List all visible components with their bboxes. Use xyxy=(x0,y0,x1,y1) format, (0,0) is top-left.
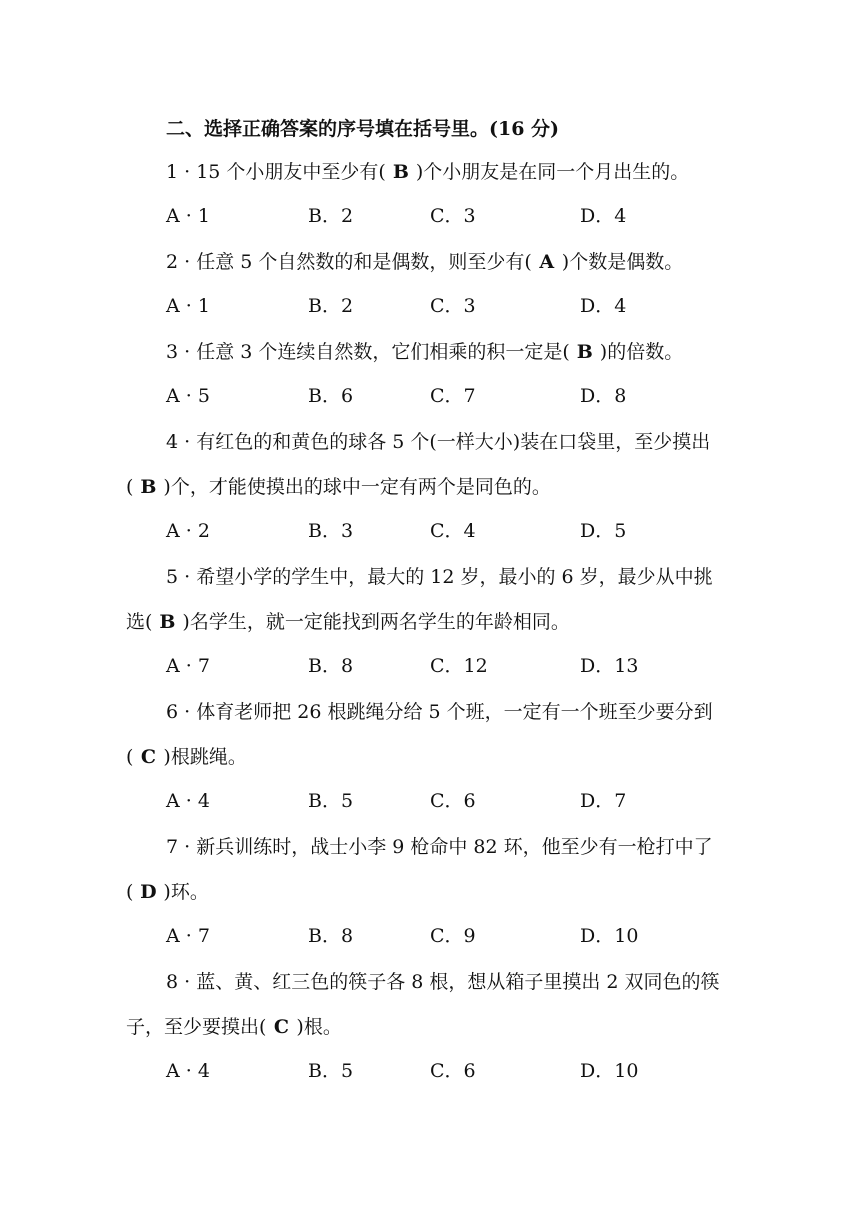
stem-text: 2 · 任意 5 个自然数的和是偶数，则至少有( xyxy=(166,251,532,273)
answer-option: C．6 xyxy=(430,1060,476,1082)
answer-letter: A xyxy=(539,251,555,273)
stem-text: )个，才能使摸出的球中一定有两个是同色的。 xyxy=(163,476,551,498)
question-stem-line xyxy=(126,1013,342,1041)
answer-option: B．2 xyxy=(308,295,354,317)
answer-letter: B xyxy=(576,341,593,363)
answer-option: A · 7 xyxy=(166,655,210,677)
answer-option: D．4 xyxy=(580,205,627,227)
question-stem-line xyxy=(166,563,713,591)
stem-text: )个小朋友是在同一个月出生的。 xyxy=(415,161,690,183)
question-stem-line xyxy=(166,338,683,366)
stem-text: )根。 xyxy=(296,1016,342,1038)
stem-text: ( xyxy=(126,746,134,768)
answer-option: D．5 xyxy=(580,520,627,542)
answer-letter: B xyxy=(159,611,176,633)
stem-text: )的倍数。 xyxy=(599,341,684,363)
stem-text: )环。 xyxy=(163,881,209,903)
stem-text: 7 · 新兵训练时，战士小李 9 枪命中 82 环，他至少有一枪打中了 xyxy=(166,836,713,858)
stem-text: 子，至少要摸出( xyxy=(126,1016,267,1038)
answer-option: C．12 xyxy=(430,655,488,677)
stem-text: )根跳绳。 xyxy=(163,746,247,768)
stem-text: )个数是偶数。 xyxy=(561,251,684,273)
stem-text: )名学生，就一定能找到两名学生的年龄相同。 xyxy=(182,611,570,633)
answer-option: B．2 xyxy=(308,205,354,227)
stem-text: 6 · 体育老师把 26 根跳绳分给 5 个班，一定有一个班至少要分到 xyxy=(166,701,713,723)
answer-option: A · 7 xyxy=(166,925,210,947)
answer-option: C．9 xyxy=(430,925,476,947)
answer-option: C．7 xyxy=(430,385,476,407)
stem-text: 选( xyxy=(126,611,153,633)
answer-option: A · 5 xyxy=(166,385,210,407)
answer-option: D．8 xyxy=(580,385,627,407)
answer-option: C．6 xyxy=(430,790,476,812)
answer-option: B．5 xyxy=(308,1060,354,1082)
answer-option: C．3 xyxy=(430,205,476,227)
answer-option: D．4 xyxy=(580,295,627,317)
question-stem-line xyxy=(166,968,720,996)
answer-option: D．10 xyxy=(580,925,639,947)
answer-letter: C xyxy=(273,1016,289,1038)
answer-option: A · 2 xyxy=(166,520,210,542)
answer-letter: B xyxy=(140,476,157,498)
question-stem-line xyxy=(126,743,247,771)
answer-option: D．7 xyxy=(580,790,627,812)
question-stem-line xyxy=(166,428,710,456)
answer-option: B．6 xyxy=(308,385,354,407)
answer-option: C．4 xyxy=(430,520,476,542)
question-stem-line xyxy=(166,698,713,726)
stem-text: 8 · 蓝、黄、红三色的筷子各 8 根，想从箱子里摸出 2 双同色的筷 xyxy=(166,971,720,993)
answer-option: B．5 xyxy=(308,790,354,812)
stem-text: ( xyxy=(126,881,134,903)
answer-option: D．10 xyxy=(580,1060,639,1082)
stem-text: 5 · 希望小学的学生中，最大的 12 岁，最小的 6 岁，最少从中挑 xyxy=(166,566,713,588)
answer-letter: D xyxy=(140,881,157,903)
stem-text: 1 · 15 个小朋友中至少有( xyxy=(166,161,386,183)
answer-option: B．8 xyxy=(308,925,354,947)
question-stem-line xyxy=(166,158,689,186)
question-stem-line xyxy=(166,248,683,276)
answer-letter: B xyxy=(392,161,409,183)
answer-option: D．13 xyxy=(580,655,639,677)
stem-text: 4 · 有红色的和黄色的球各 5 个(一样大小)装在口袋里，至少摸出 xyxy=(166,431,711,453)
section-title: 二、选择正确答案的序号填在括号里。(16 分) xyxy=(166,118,560,140)
answer-option: A · 4 xyxy=(166,1060,210,1082)
stem-text: ( xyxy=(126,476,134,498)
question-stem-line xyxy=(166,833,713,861)
answer-option: A · 1 xyxy=(166,295,210,317)
answer-option: A · 4 xyxy=(166,790,210,812)
question-stem-line xyxy=(126,608,570,636)
answer-option: B．3 xyxy=(308,520,354,542)
question-stem-line xyxy=(126,473,551,501)
answer-option: C．3 xyxy=(430,295,476,317)
answer-option: B．8 xyxy=(308,655,354,677)
answer-letter: C xyxy=(140,746,156,768)
answer-option: A · 1 xyxy=(166,205,210,227)
question-stem-line xyxy=(126,878,209,906)
stem-text: 3 · 任意 3 个连续自然数，它们相乘的积一定是( xyxy=(166,341,570,363)
